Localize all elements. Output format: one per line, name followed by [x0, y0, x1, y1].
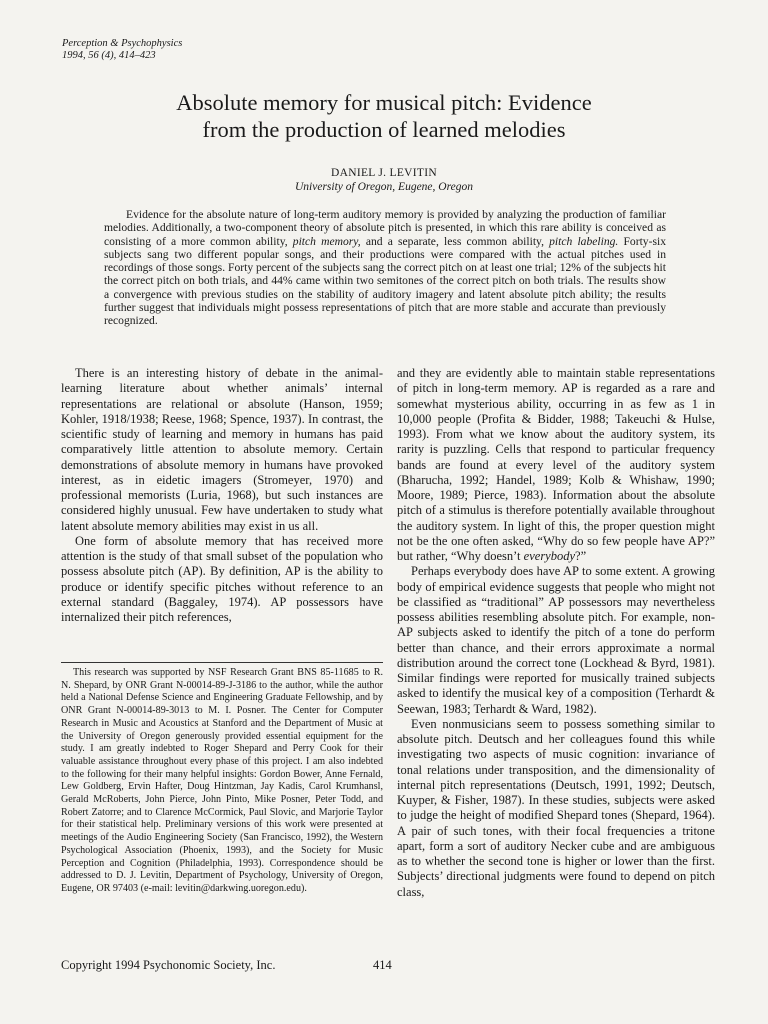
body-paragraph: Even nonmusicians seem to possess something similar to absolute pitch. Deutsch and her colleagues found this while investigating two aspects of music cognition: invariance of tonal relations under transposition, and the dimensionality of internal pitch representations (Deutsch, 1991, 1992; Deutsch, Kuyper, & Fisher, 1987). In these studies, subjects were asked to judge the height of modified Shepard tones (Shepard, 1964). A pair of such tones, with their focal frequencies a tritone apart, form a sort of auditory Necker cube and are ambiguous as to whether the second tone is higher or lower than the first. Subjects’ directional judgments were found to depend on pitch class, — [397, 716, 715, 899]
abstract — [104, 208, 666, 328]
journal-header — [62, 38, 182, 62]
author-name: DANIEL J. LEVITIN — [331, 167, 437, 179]
footnote: This research was supported by NSF Research Grant BNS 85-11685 to R. N. Shepard, by ONR Grant N-00014-89-J-3186 to the author, while the author held a National Defense Science and Engineering Graduate Fellowship, and by ONR Grant N-00014-89-3013 to M. I. Posner. The Center for Computer Research in Music and Acoustics at Stanford and the Department of Music at the University of Oregon generously provided essential equipment for the study. I am greatly indebted to Roger Shepard and Perry Cook for their valuable assistance throughout every phase of this project. I am also indebted to the following for their many helpful insights: Gordon Bower, Anne Fernald, Lew Goldberg, Ervin Hafter, Doug Hintzman, Jay Kadis, Carol Krumhansl, Gerald McRoberts, John Pierce, John Pinto, Mike Posner, Peter Todd, and Robert Zatorre; and to Clarence McCormick, Paul Slovic, and Marjorie Taylor for their statistical help. Preliminary versions of this work were presented at meetings of the Audio Engineering Society (San Francisco, 1992), the Western Psychological Association (Phoenix, 1993), and the Society for Music Perception and Cognition (Philadelphia, 1993). Correspondence should be addressed to D. J. Levitin, Department of Psychology, University of Oregon, Eugene, OR 97403 (e-mail: levitin@darkwing.uoregon.edu). — [61, 667, 383, 894]
abstract-term-pitch-labeling: pitch labeling. — [549, 234, 619, 248]
body-column-left — [61, 366, 383, 625]
journal-name: Perception & Psychophysics — [62, 38, 183, 49]
page-number: 414 — [373, 958, 392, 972]
body-text: ?” — [575, 549, 587, 563]
journal-citation: 1994, 56 (4), 414–423 — [62, 50, 156, 61]
body-paragraph: There is an interesting history of debate in the animal-learning literature about whether animals’ internal representations are relational or absolute (Hanson, 1959; Kohler, 1918/1938; Reese, 1968; Spence, 1937). In contrast, the scientific study of learning and memory in humans has paid comparatively little attention to absolute memory. Certain demonstrations of absolute memory in humans have provoked interest, as in eidetic imagers (Stromeyer, 1970) and professional memorists (Luria, 1968), but such instances are considered highly unusual. Few have undertaken to study what latent absolute memory abilities may exist in us all. — [61, 366, 383, 533]
abstract-term-pitch-memory: pitch memory, — [292, 234, 361, 248]
title-line-1: Absolute memory for musical pitch: Evidence — [176, 90, 592, 115]
author-affiliation: University of Oregon, Eugene, Oregon — [295, 181, 473, 193]
body-text: and they are evidently able to maintain stable representations of pitch in long-term memory. AP is regarded as a rare and somewhat mysterious ability, occurring in as few as 1 in 10,000 people (Profita & Bidder, 1988; Takeuchi & Hulse, 1993). From what we know about the auditory system, its rarity is puzzling. Cells that respond to particular frequency bands are found at every level of the auditory system (Bharucha, 1992; Handel, 1989; Kolb & Whishaw, 1990; Moore, 1989; Pierce, 1983). Information about the absolute pitch of a stimulus is therefore potentially available throughout the auditory system. In light of this, the proper question might not be the one often asked, “Why do so few people have AP?” but rather, “Why doesn’t — [397, 366, 715, 563]
body-paragraph: Perhaps everybody does have AP to some extent. A growing body of empirical evidence suggests that people who might not be classified as “traditional” AP possessors may nevertheless possess abilities resembling absolute pitch. For example, non-AP subjects asked to identify the pitch of a tone do perform better than chance, and their errors approximate a normal distribution around the correct tone (Lockhead & Byrd, 1981). Similar findings were reported for musically trained subjects asked to identify the musical key of a composition (Terhardt & Seewan, 1983; Terhardt & Ward, 1982). — [397, 564, 715, 716]
body-paragraph — [397, 366, 715, 564]
abstract-text-2: and a separate, less common ability, — [360, 234, 550, 248]
body-paragraph: One form of absolute memory that has received more attention is the study of that small subset of the population who possess absolute pitch (AP). By definition, AP is the ability to produce or identify specific pitches without reference to an external standard (Baggaley, 1974). AP possessors have internalized their pitch references, — [61, 533, 383, 624]
footnote-divider — [61, 662, 383, 663]
body-column-right — [397, 366, 715, 900]
abstract-text-3: Forty-six subjects sang two different popular songs, and their productions were compared with the actual pitches used in recordings of those songs. Forty percent of the subjects sang the correct pitch on at least one trial; 12% of the subjects hit the correct pitch on both trials, and 44% came within two semitones of the correct pitch on both trials. The results show a convergence with previous studies on the stability of auditory imagery and latent absolute pitch ability; the results further suggest that individuals might possess representations of pitch that are more stable and accurate than previously recognized. — [104, 234, 666, 328]
copyright-notice: Copyright 1994 Psychonomic Society, Inc. — [61, 958, 276, 972]
article-title — [60, 89, 708, 143]
body-emphasis: everybody — [523, 549, 576, 563]
abstract-text-1: Evidence for the absolute nature of long-term auditory memory is provided by analyzing the production of familiar melodies. Additionally, a two-component theory of absolute pitch is presented, in which this rare ability is conceived as consisting of a more common ability, — [104, 208, 666, 248]
title-line-2: from the production of learned melodies — [202, 117, 566, 142]
